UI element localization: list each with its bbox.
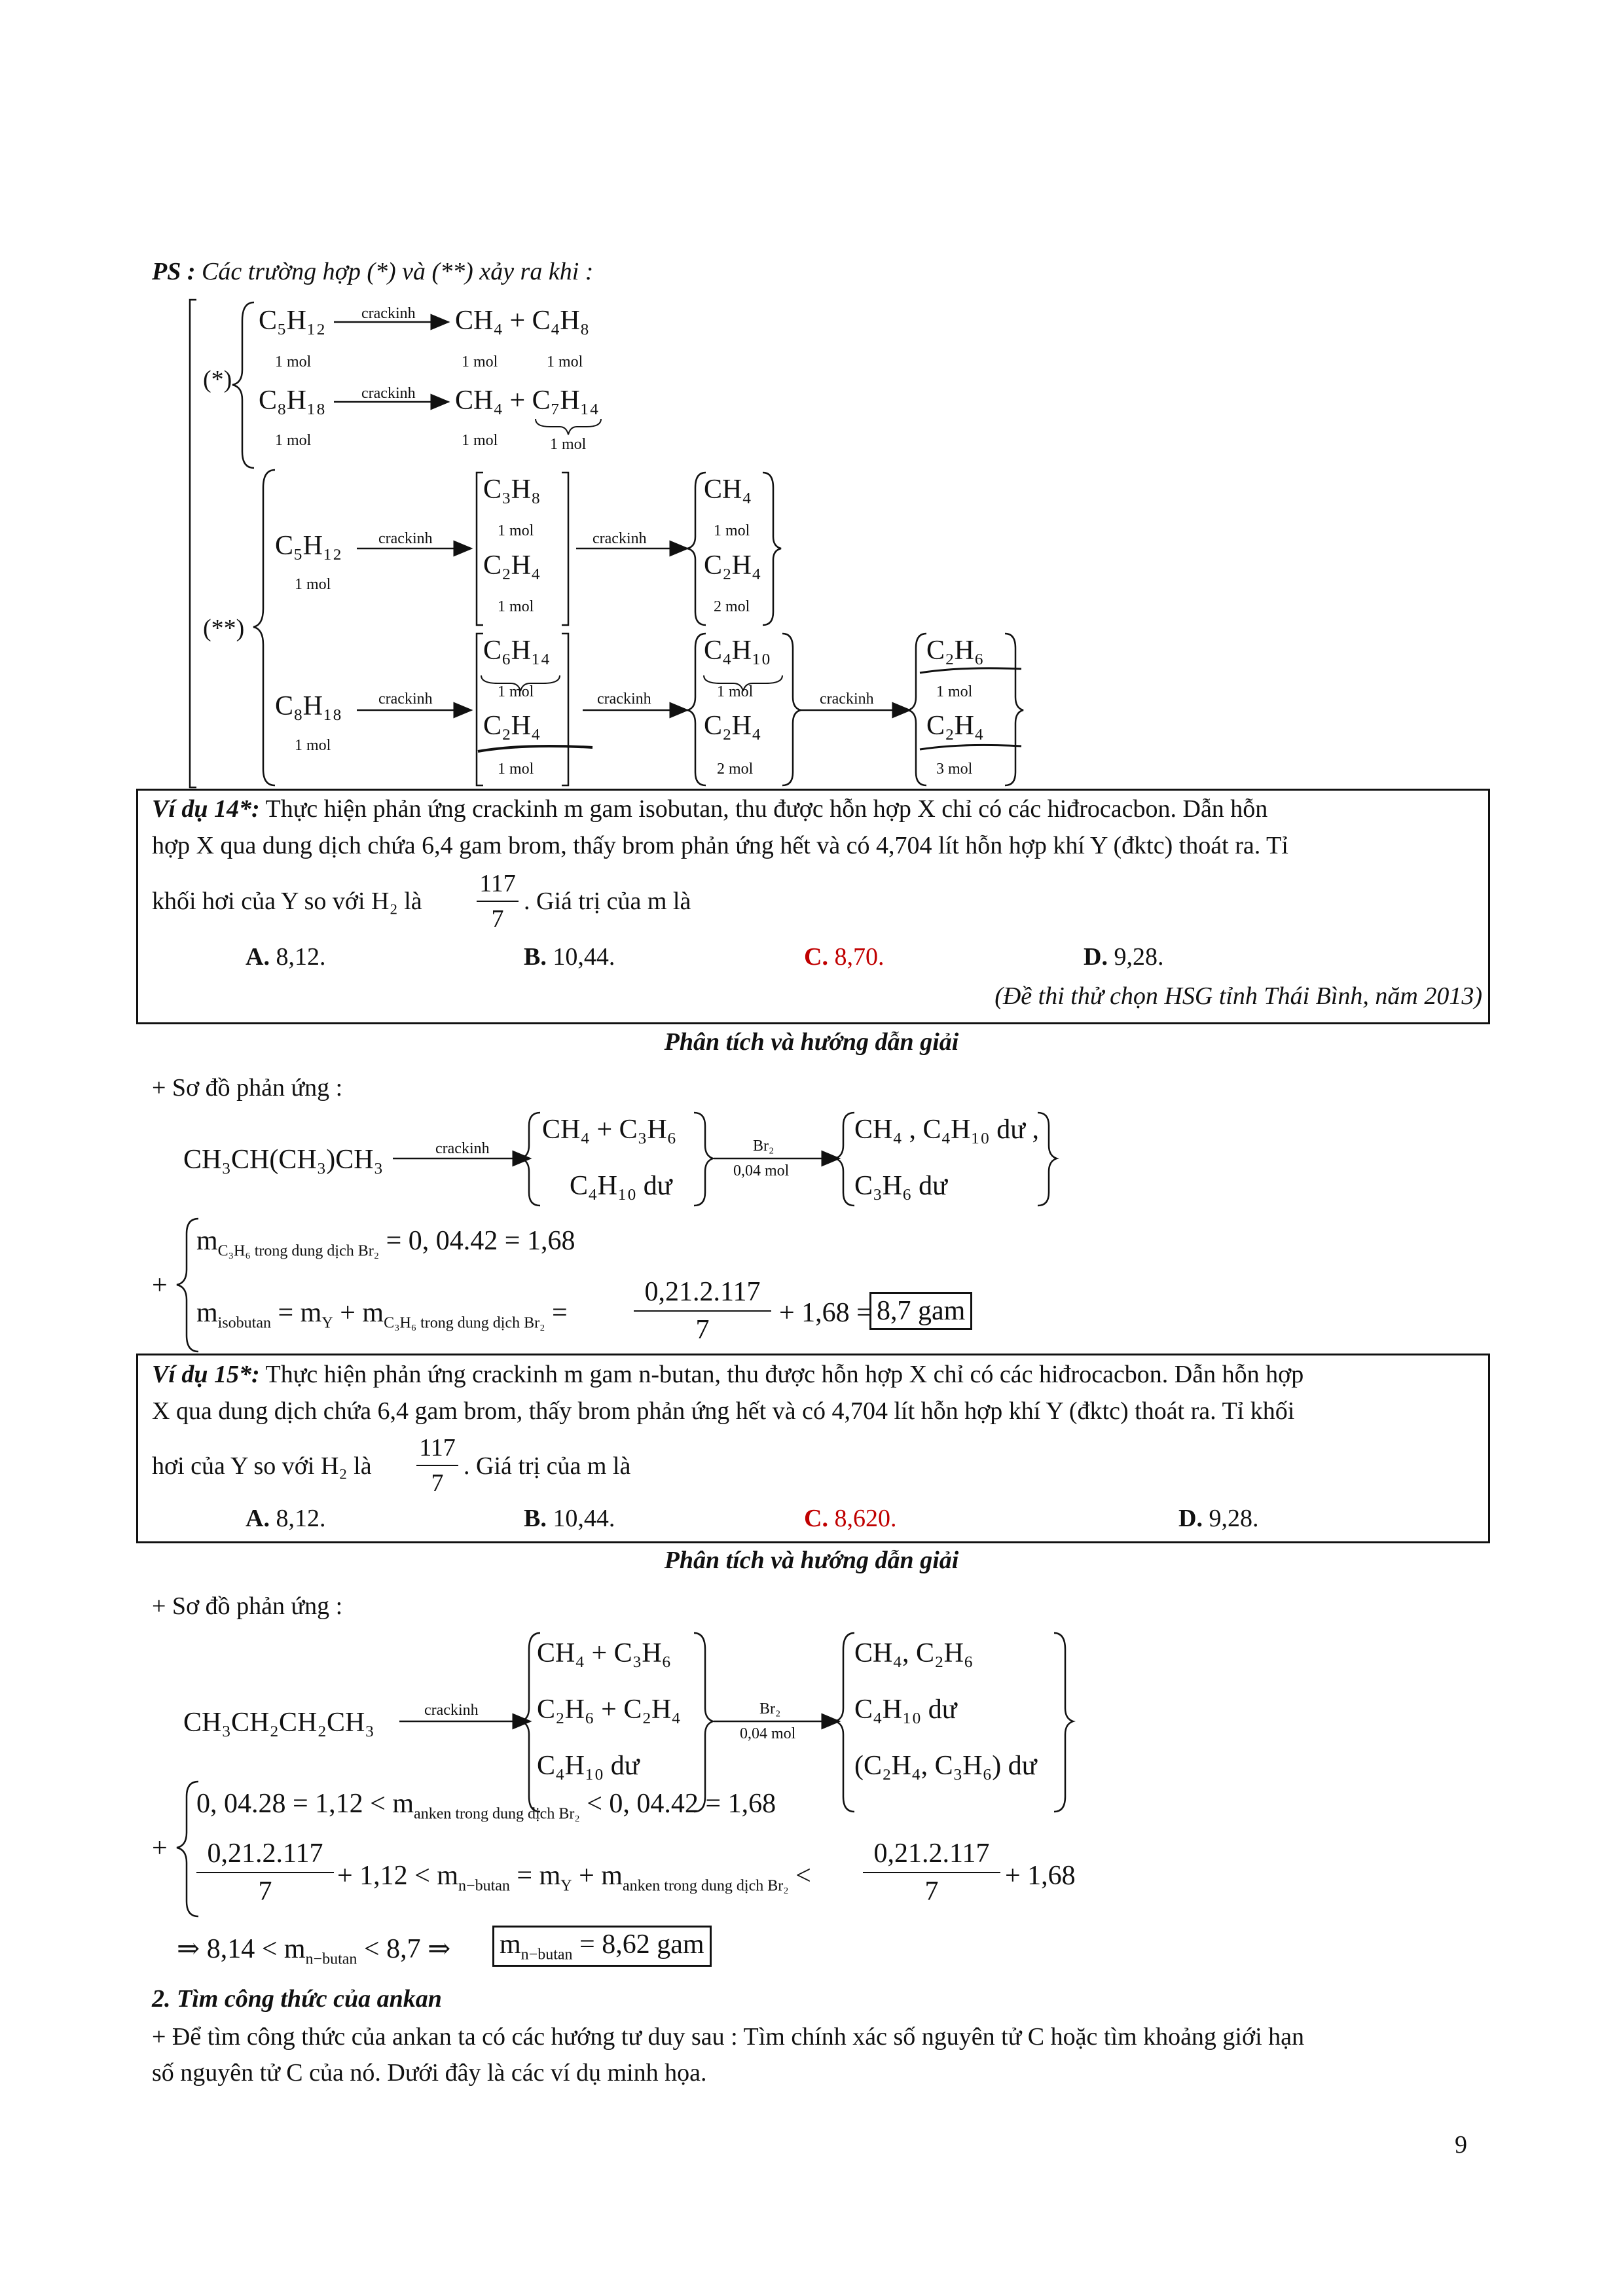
ps-label: PS : bbox=[152, 258, 196, 285]
solution14-mid-bottom: C₄H₁₀ dư bbox=[570, 1171, 672, 1201]
example15-option-a: A. 8,12. bbox=[246, 1505, 326, 1532]
solution15-arrow-label: crackinh bbox=[424, 1702, 479, 1719]
star2-label: (**) bbox=[203, 615, 245, 642]
solution15-ineq2: + $1,12 < m_{n-butan} = m_Y + m_{anken trong dung dịch Br_2}$ < bbox=[337, 1861, 811, 1895]
solution14-reactant: CH₃CH(CH₃)CH₃ bbox=[183, 1145, 384, 1175]
species-products-1: CH₄ + C₄H₈ bbox=[455, 306, 590, 336]
arrow-label: crackinh bbox=[593, 530, 647, 547]
mol-label: 1 mol bbox=[462, 432, 498, 449]
solution14-br2-mol: 0,04 mol bbox=[733, 1162, 790, 1179]
ps-line bbox=[152, 257, 593, 286]
solution14-eq1: $m_{C_3H_6 trong dung dịch Br_2} = 0$, 04.42 = 1,68 bbox=[196, 1226, 575, 1260]
arrow-label: crackinh bbox=[378, 530, 433, 547]
solution15-answer-box: $m_{n-butan} = 8,62$ gam bbox=[492, 1926, 712, 1967]
species-c8h18-a: C₈H₁₈ bbox=[259, 386, 326, 416]
solution14-fraction: 0,21.2.117 7 bbox=[634, 1276, 771, 1346]
mol-label: 1 mol bbox=[498, 683, 534, 700]
mol-label: 1 mol bbox=[295, 576, 331, 593]
mol-label: 2 mol bbox=[714, 598, 750, 615]
mol-label: 1 mol bbox=[275, 353, 312, 370]
solution15-right3: (C₂H₄, C₃H₆) dư bbox=[854, 1751, 1037, 1781]
mol-label: 1 mol bbox=[550, 436, 587, 453]
solution15-ineq2-tail: + 1,68 bbox=[1005, 1861, 1076, 1891]
species-products-2: CH₄ + C₇H₁₄ bbox=[455, 386, 599, 416]
section2-text2: số nguyên tử C của nó. Dưới đây là các ví dụ minh họa. bbox=[152, 2059, 707, 2087]
solution14-arrow-label: crackinh bbox=[435, 1140, 490, 1157]
example15-fraction: 117 7 bbox=[416, 1433, 458, 1498]
mol-label: 1 mol bbox=[498, 598, 534, 615]
solution14-right-top: CH₄ , C₄H₁₀ dư , bbox=[854, 1115, 1040, 1145]
example15-text1: Thực hiện phản ứng crackinh m gam n-butan, thu được hỗn hợp X chỉ có các hiđrocacbon. Dẫn hỗn hợp bbox=[265, 1361, 1304, 1388]
example14-option-b: B. 10,44. bbox=[524, 943, 615, 971]
species-c2h4: C₂H₄ bbox=[483, 550, 541, 581]
species-c2h4: C₂H₄ bbox=[704, 550, 761, 581]
solution15-br2: Br₂ bbox=[759, 1700, 781, 1717]
solution15-mid1: CH₄ + C₃H₆ bbox=[537, 1638, 672, 1668]
species-c6h14: C₆H₁₄ bbox=[483, 636, 551, 666]
solution14-eq2-tail: + 1,68 = bbox=[779, 1298, 872, 1328]
mol-label: 1 mol bbox=[462, 353, 498, 370]
solution14-br2: Br₂ bbox=[753, 1138, 775, 1155]
solution15-heading: Phân tích và hướng dẫn giải bbox=[664, 1547, 959, 1574]
example15-option-c: C. 8,620. bbox=[804, 1505, 897, 1532]
arrow-label: crackinh bbox=[820, 691, 874, 708]
example14-option-a: A. 8,12. bbox=[246, 943, 326, 971]
arrow-label: crackinh bbox=[597, 691, 651, 708]
section2-heading: 2. Tìm công thức của ankan bbox=[152, 1985, 442, 2013]
solution14-answer-box: 8,7 gam bbox=[869, 1292, 972, 1330]
example14-line3-post: . Giá trị của m là bbox=[524, 888, 691, 915]
species-c2h4: C₂H₄ bbox=[704, 711, 761, 741]
solution15-right1: CH₄, C₂H₆ bbox=[854, 1638, 974, 1668]
example14-option-d: D. 9,28. bbox=[1084, 943, 1164, 971]
species-c2h6: C₂H₆ bbox=[926, 636, 984, 666]
example14-source: (Đề thi thử chọn HSG tỉnh Thái Bình, năm 2013) bbox=[994, 982, 1482, 1010]
solution15-fraction1: 0,21.2.117 7 bbox=[196, 1838, 334, 1907]
example14-option-c: C. 8,70. bbox=[804, 943, 884, 971]
mol-label: 2 mol bbox=[717, 761, 754, 778]
species-c5h12-b: C₅H₁₂ bbox=[275, 531, 342, 561]
section2-text1: + Để tìm công thức của ankan ta có các hướng tư duy sau : Tìm chính xác số nguyên tử C hoặc tìm khoảng giới hạn bbox=[152, 2023, 1305, 2051]
star1-label: (*) bbox=[203, 366, 232, 393]
mol-label: 1 mol bbox=[275, 432, 312, 449]
species-c4h10: C₄H₁₀ bbox=[704, 636, 771, 666]
example14-line1 bbox=[152, 795, 1267, 823]
example15-line3-post: . Giá trị của m là bbox=[464, 1452, 631, 1480]
species-c8h18-b: C₈H₁₈ bbox=[275, 691, 342, 721]
example15-option-d: D. 9,28. bbox=[1178, 1505, 1259, 1532]
solution15-ineq1: 0, $04.28 = 1,12 < m_{anken trong dung dịch Br_2} < 0$, 04.42 = 1,68 bbox=[196, 1789, 776, 1823]
mol-label: 1 mol bbox=[498, 761, 534, 778]
example15-line2: X qua dung dịch chứa 6,4 gam brom, thấy brom phản ứng hết và có 4,704 lít hỗn hợp khí Y (đktc) thoát ra. Tỉ khối bbox=[152, 1397, 1295, 1425]
example14-fraction bbox=[477, 869, 519, 933]
solution15-reactant: CH₃CH₂CH₂CH₃ bbox=[183, 1708, 374, 1738]
solution15-fraction2: 0,21.2.117 7 bbox=[863, 1838, 1000, 1907]
mol-label: 1 mol bbox=[295, 737, 331, 754]
species-c5h12-a: C₅H₁₂ bbox=[259, 306, 326, 336]
frac-num: 117 bbox=[479, 870, 516, 897]
solution14-eq2-left: $m_{isobutan} = m_Y + m_{C_3H_6 trong dung dịch Br_2}$ = bbox=[196, 1298, 568, 1332]
solution15-mid3: C₄H₁₀ dư bbox=[537, 1751, 640, 1781]
solution14-plus: + bbox=[152, 1270, 168, 1300]
example14-text1: Thực hiện phản ứng crackinh m gam isobutan, thu được hỗn hợp X chỉ có các hiđrocacbon. Dẫn hỗn bbox=[265, 795, 1268, 823]
page-number: 9 bbox=[1455, 2131, 1467, 2159]
arrow-label: crackinh bbox=[361, 385, 416, 402]
outer-bracket bbox=[190, 300, 196, 787]
solution14-heading: Phân tích và hướng dẫn giải bbox=[664, 1028, 959, 1056]
example14-line2: hợp X qua dung dịch chứa 6,4 gam brom, thấy brom phản ứng hết và có 4,704 lít hỗn hợp khí Y (đktc) thoát ra. Tỉ bbox=[152, 832, 1288, 859]
star2-brace bbox=[253, 470, 275, 785]
arrow-label: crackinh bbox=[361, 305, 416, 322]
species-c3h8: C₃H₈ bbox=[483, 475, 541, 505]
solution15-scheme-label: + Sơ đồ phản ứng : bbox=[152, 1592, 343, 1620]
solution14-scheme-label: + Sơ đồ phản ứng : bbox=[152, 1074, 343, 1102]
solution15-mid2: C₂H₆ + C₂H₄ bbox=[537, 1695, 681, 1725]
mol-label: 3 mol bbox=[936, 761, 973, 778]
solution15-right2: C₄H₁₀ dư bbox=[854, 1695, 957, 1725]
mol-label: 1 mol bbox=[717, 683, 754, 700]
mol-label: 1 mol bbox=[547, 353, 583, 370]
example15-line1 bbox=[152, 1360, 1304, 1389]
solution15-br2-mol: 0,04 mol bbox=[740, 1725, 796, 1742]
species-c2h4: C₂H₄ bbox=[483, 711, 541, 741]
arrow-label: crackinh bbox=[378, 691, 433, 708]
example14-label: Ví dụ 14*: bbox=[152, 795, 260, 823]
species-ch4: CH₄ bbox=[704, 475, 752, 505]
species-c2h4: C₂H₄ bbox=[926, 711, 984, 741]
frac-den: 7 bbox=[491, 905, 504, 933]
solution15-plus: + bbox=[152, 1833, 168, 1863]
solution15-result: ⇒ $8,14 < m_{n-butan} < 8,7$ ⇒ bbox=[177, 1934, 451, 1968]
star1-brace bbox=[232, 302, 254, 468]
mol-label: 1 mol bbox=[714, 522, 750, 539]
solution14-mid-top: CH₄ + C₃H₆ bbox=[542, 1115, 677, 1145]
mol-label: 1 mol bbox=[936, 683, 973, 700]
mol-label: 1 mol bbox=[498, 522, 534, 539]
example15-line3-pre: hơi của Y so với H₂ là bbox=[152, 1452, 372, 1480]
example15-label: Ví dụ 15*: bbox=[152, 1361, 260, 1388]
example14-line3-pre: khối hơi của Y so với H₂ là bbox=[152, 888, 422, 915]
ps-text: Các trường hợp (*) và (**) xảy ra khi : bbox=[202, 258, 594, 285]
example15-option-b: B. 10,44. bbox=[524, 1505, 615, 1532]
solution14-right-bottom: C₃H₆ dư bbox=[854, 1171, 947, 1201]
